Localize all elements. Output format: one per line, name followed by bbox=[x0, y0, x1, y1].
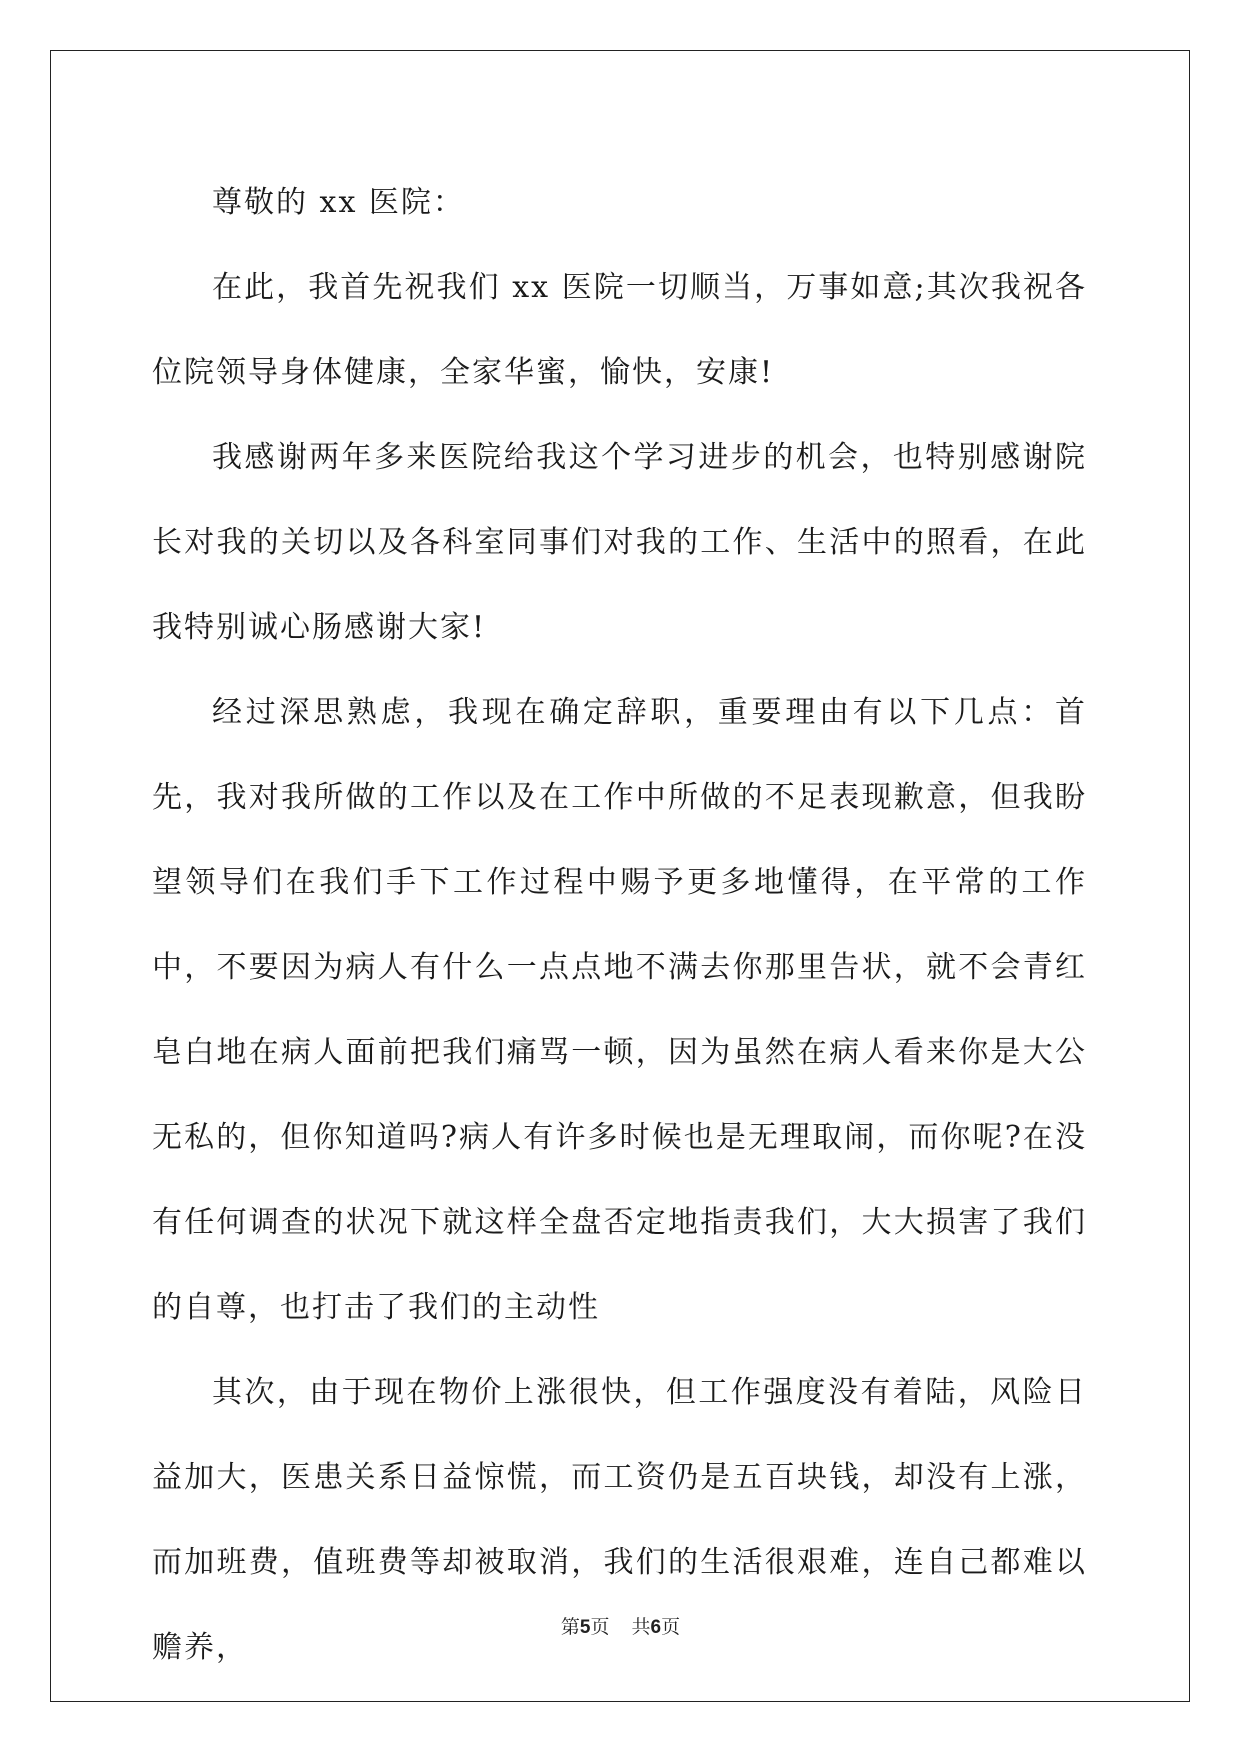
paragraph-thanks: 我感谢两年多来医院给我这个学习进步的机会，也特别感谢院长对我的关切以及各科室同事们对我的工作、生活中的照看，在此我特别诚心肠感谢大家! bbox=[152, 440, 1087, 645]
total-suffix: 页 bbox=[661, 1616, 681, 1638]
salutation: 尊敬的 xx 医院： bbox=[212, 185, 465, 220]
total-prefix: 共 bbox=[631, 1616, 651, 1638]
total-page-number: 6 bbox=[650, 1617, 662, 1638]
current-page-number: 5 bbox=[579, 1617, 591, 1638]
paragraph-greeting: 在此，我首先祝我们 xx 医院一切顺当，万事如意;其次我祝各位院领导身体健康，全家华蜜，愉快，安康! bbox=[152, 270, 1087, 390]
paragraph-reasons-second: 其次，由于现在物价上涨很快，但工作强度没有着陆，风险日益加大，医患关系日益惊慌，而工资仍是五百块钱，却没有上涨，而加班费，值班费等却被取消，我们的生活很艰难，连自己都难以赡养， bbox=[152, 1375, 1087, 1665]
letter-body bbox=[152, 160, 1087, 1690]
paragraph-reasons-first: 经过深思熟虑，我现在确定辞职，重要理由有以下几点：首先，我对我所做的工作以及在工作中所做的不足表现歉意，但我盼望领导们在我们手下工作过程中赐予更多地懂得，在平常的工作中，不要因为病人有什么一点点地不满去你那里告状，就不会青红皂白地在病人面前把我们痛骂一顿，因为虽然在病人看来你是大公无私的，但你知道吗?病人有许多时候也是无理取闹，而你呢?在没有任何调查的状况下就这样全盘否定地指责我们，大大损害了我们的自尊，也打击了我们的主动性 bbox=[152, 695, 1087, 1325]
page-suffix: 页 bbox=[590, 1616, 610, 1638]
page-prefix: 第 bbox=[560, 1616, 580, 1638]
page-number-footer bbox=[0, 1612, 1241, 1639]
